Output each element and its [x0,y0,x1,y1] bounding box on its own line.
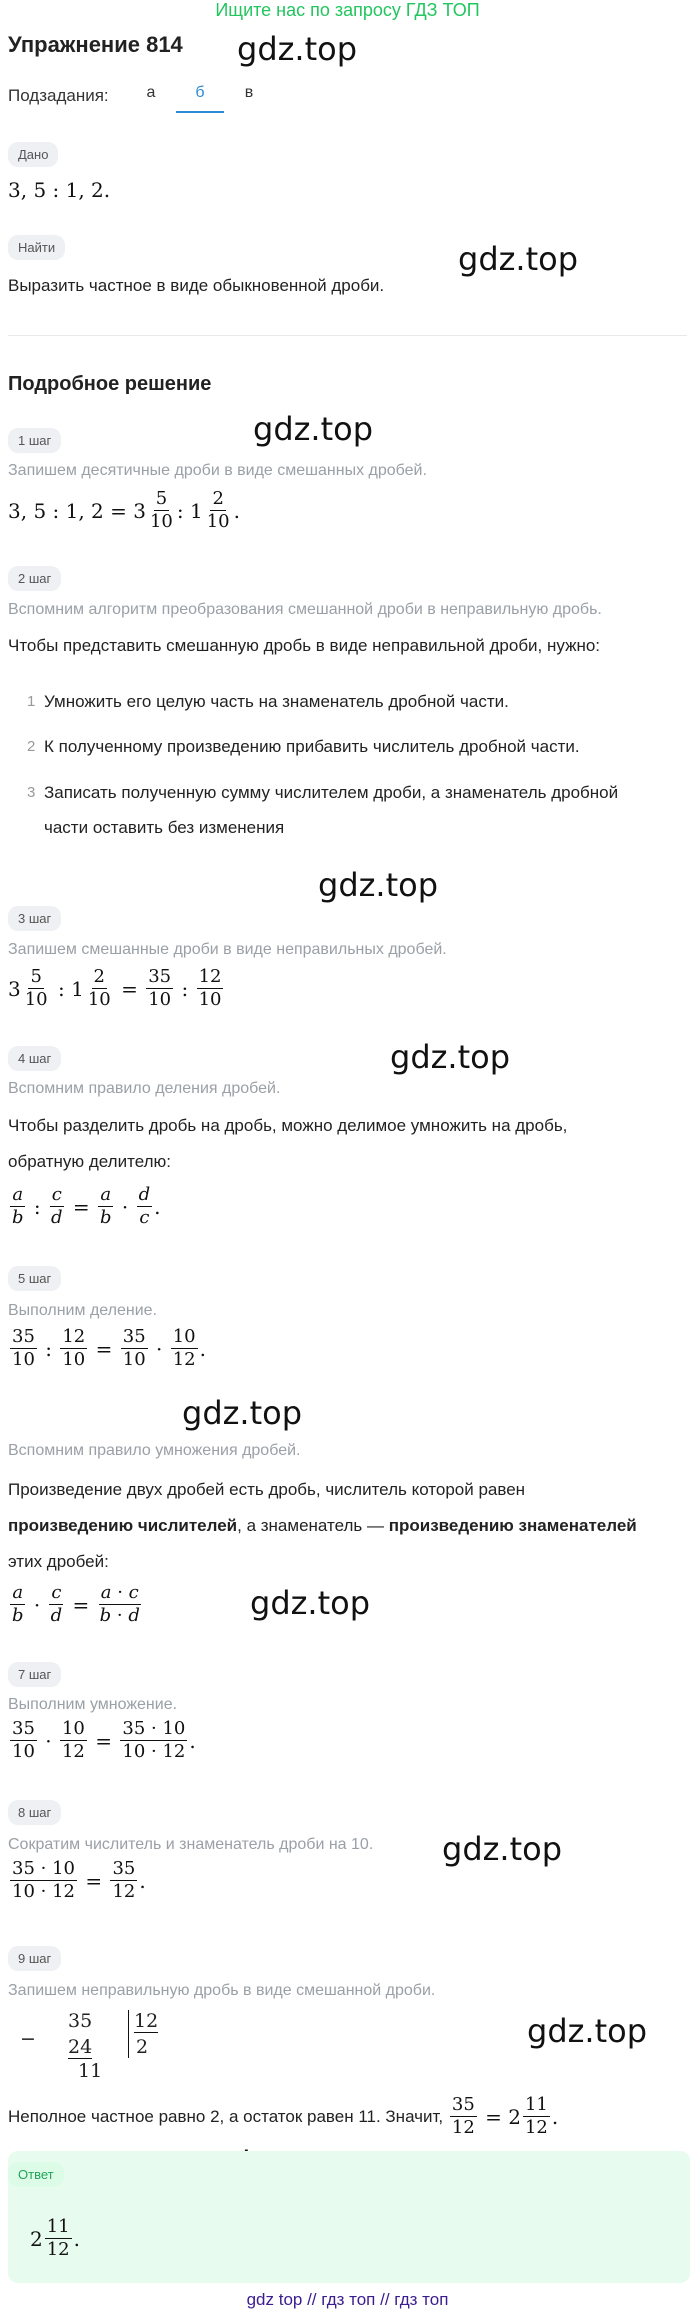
step-badge: 2 шаг [8,566,61,591]
multiplication-rule: a b · c d = a · c b · d [12,1582,140,1626]
list-item: Записать полученную сумму числителем дроби, а знаменатель дробной [44,783,619,802]
step7-expression: 35 10 · 10 12 = 35 · 10 10 · 12 . [12,1718,196,1762]
list-item: части оставить без изменения [44,818,285,837]
step3-expression: 3 5 10 : 1 2 10 = 35 10 : 12 10 [8,966,222,1010]
step-hint: Сократим числитель и знаменатель дроби на 10. [8,1836,374,1853]
step-badge: 8 шаг [8,1800,61,1825]
step-badge: 9 шаг [8,1946,61,1971]
fraction: 5 10 [149,488,173,532]
division-rule: a b : c d = a b · d c . [12,1184,161,1228]
find-text: Выразить частное в виде обыкновенной дроби. [8,276,385,295]
step-text: этих дробей: [8,1552,109,1571]
watermark: gdz.top [253,410,374,448]
tab-b[interactable]: б [176,78,224,113]
step-text: произведению числителей, а знаменатель — произведению знаменателей [8,1516,637,1535]
math-text: : 1 [176,498,203,523]
tab-v[interactable]: в [244,84,254,101]
step9-conclusion: Неполное частное равно 2, а остаток равен 11. Значит, 35 12 = 2 11 12 . [8,2094,559,2138]
list-item: К полученному произведению прибавить числитель дробной части. [44,737,580,756]
step-text: Произведение двух дробей есть дробь, числитель которой равен [8,1480,526,1499]
fraction: 2 10 [206,488,230,532]
step-hint: Выполним деление. [8,1302,157,1319]
step-badge: 5 шаг [8,1266,61,1291]
step-text: обратную делителю: [8,1152,171,1171]
solution-title: Подробное решение [8,373,212,395]
watermark: gdz.top [458,240,579,278]
watermark: gdz.top [318,866,439,904]
step-hint: Запишем неправильную дробь в виде смешанной дроби. [8,1982,436,1999]
answer-badge: Ответ [8,2162,64,2187]
list-number: 3 [27,784,36,801]
footer-links[interactable]: gdz top // гдз топ // гдз топ [246,2290,449,2309]
math-text: 3, 5 : 1, 2 = 3 [8,498,146,523]
list-number: 2 [27,738,36,755]
step-badge: 7 шаг [8,1662,61,1687]
step-badge: 4 шаг [8,1046,61,1071]
watermark: gdz.top [442,1830,563,1868]
tab-a[interactable]: а [146,84,156,101]
divider [8,335,687,336]
watermark: gdz.top [250,1584,371,1622]
promo-banner: Ищите нас по запросу ГДЗ ТОП [215,0,480,20]
watermark: gdz.top [527,2012,648,2050]
watermark: gdz.top [182,1394,303,1432]
long-division: − 35 24 11 12 2 [20,2010,159,2082]
watermark: gdz.top [390,1038,511,1076]
answer-box [8,2151,690,2283]
answer-value: 2 11 12 . [30,2216,80,2260]
step-hint: Вспомним правило деления дробей. [8,1080,281,1097]
step-hint: Запишем смешанные дроби в виде неправильных дробей. [8,941,447,958]
watermark: gdz.top [237,30,358,68]
find-badge: Найти [8,235,65,260]
step-text: Чтобы представить смешанную дробь в виде неправильной дроби, нужно: [8,636,601,655]
step8-expression: 35 · 10 10 · 12 = 35 12 . [12,1858,146,1902]
step-text: Чтобы разделить дробь на дробь, можно делимое умножить на дробь, [8,1116,568,1135]
step5-expression: 35 10 : 12 10 = 35 10 · 10 12 . [12,1326,206,1370]
subtasks-label: Подзадания: [8,86,109,105]
step-badge: 3 шаг [8,906,61,931]
page-title: Упражнение 814 [8,32,183,57]
list-number: 1 [27,693,36,710]
step-hint: Выполним умножение. [8,1696,178,1713]
step-badge: 1 шаг [8,428,61,453]
list-item: Умножить его целую часть на знаменатель дробной части. [44,692,509,711]
given-badge: Дано [8,142,58,167]
step-hint: Запишем десятичные дроби в виде смешанных дробей. [8,462,427,479]
given-expression: 3, 5 : 1, 2. [8,178,111,202]
step1-expression: 3, 5 : 1, 2 = 3 5 10 : 1 2 10 . [8,488,240,532]
step-hint: Вспомним правило умножения дробей. [8,1442,301,1459]
step-hint: Вспомним алгоритм преобразования смешанной дроби в неправильную дробь. [8,601,602,618]
